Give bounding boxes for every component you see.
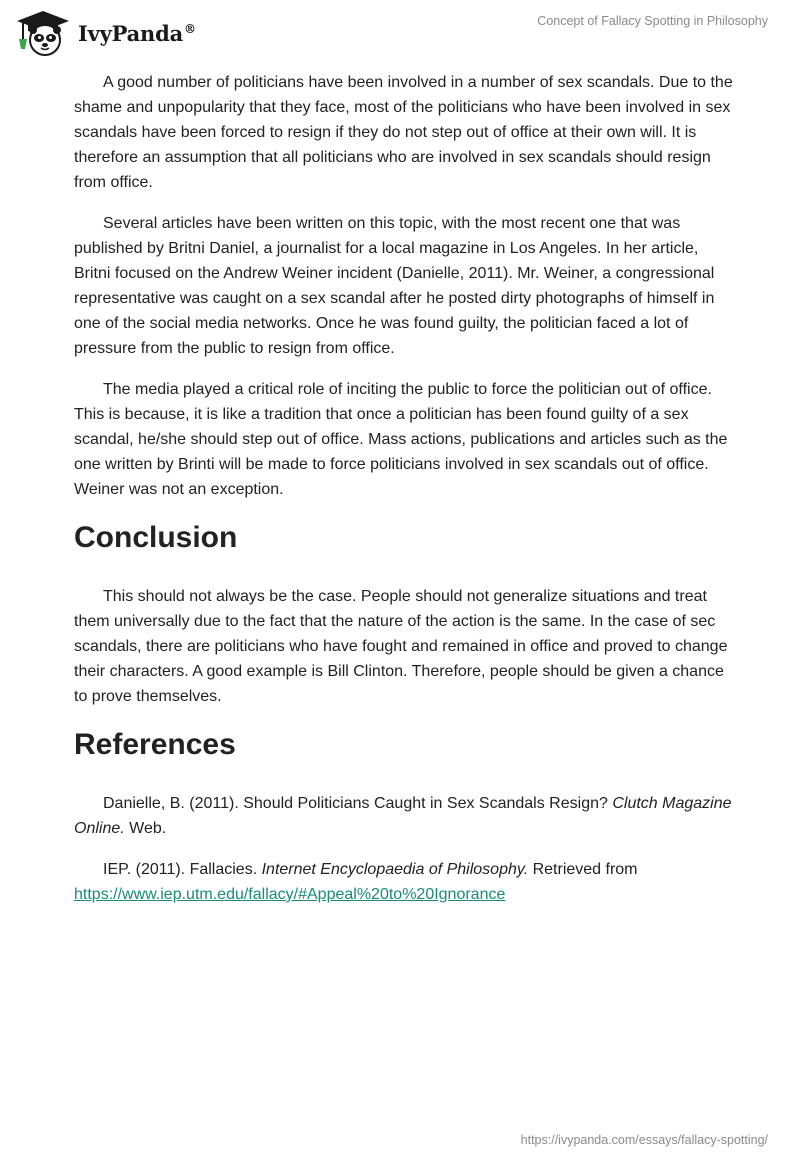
- conclusion-paragraph: This should not always be the case. People should not generalize situations and treat them universally due to the fact that the nature of the action is the same. In the case of sec scandals, there are politicians who have fought and remained in office and proved to change their characters. A good example is Bill Clinton. Therefore, people should be given a chance to prove themselves.: [74, 588, 728, 705]
- conclusion-heading: Conclusion: [74, 521, 238, 554]
- ivypanda-logo[interactable]: [14, 7, 196, 59]
- reference-item: Danielle, B. (2011). Should Politicians Caught in Sex Scandals Resign? Clutch Magazine Online. Web.: [74, 795, 732, 837]
- panda-graduate-icon: [14, 9, 72, 57]
- body-paragraph-1: A good number of politicians have been involved in a number of sex scandals. Due to the shame and unpopularity that they face, most of the politicians who have been involved in sex scandals have been forced to resign if they do not step out of office at their own will. It is therefore an assumption that all politicians who are involved in sex scandals should resign from office.: [74, 74, 733, 191]
- essay-content: [74, 70, 734, 923]
- page-url: https://ivypanda.com/essays/fallacy-spotting/: [520, 1133, 768, 1147]
- logo-text: IvyPanda®: [78, 20, 196, 46]
- body-paragraph-2: Several articles have been written on this topic, with the most recent one that was published by Britni Daniel, a journalist for a local magazine in Los Angeles. In her article, Britni focused on the Andrew Weiner incident (Danielle, 2011). Mr. Weiner, a congressional representative was caught on a sex scandal after he posted dirty photographs of himself in one of the social media networks. Once he was found guilty, the politician faced a lot of pressure from the public to resign from office.: [74, 215, 715, 357]
- document-title: Concept of Fallacy Spotting in Philosophy: [537, 14, 768, 28]
- reference-item: IEP. (2011). Fallacies. Internet Encyclopaedia of Philosophy. Retrieved from https://www.iep.utm.edu/fallacy/#Appeal%20to%20Ignorance: [74, 861, 638, 903]
- reference-link[interactable]: https://www.iep.utm.edu/fallacy/#Appeal%20to%20Ignorance: [74, 886, 506, 903]
- body-paragraph-3: The media played a critical role of inciting the public to force the politician out of office. This is because, it is like a tradition that once a politician has been found guilty of a sex scandal, he/she should step out of office. Mass actions, publications and articles such as the one written by Brinti will be made to force politicians involved in sex scandals out of office. Weiner was not an exception.: [74, 381, 728, 498]
- references-heading: References: [74, 728, 236, 761]
